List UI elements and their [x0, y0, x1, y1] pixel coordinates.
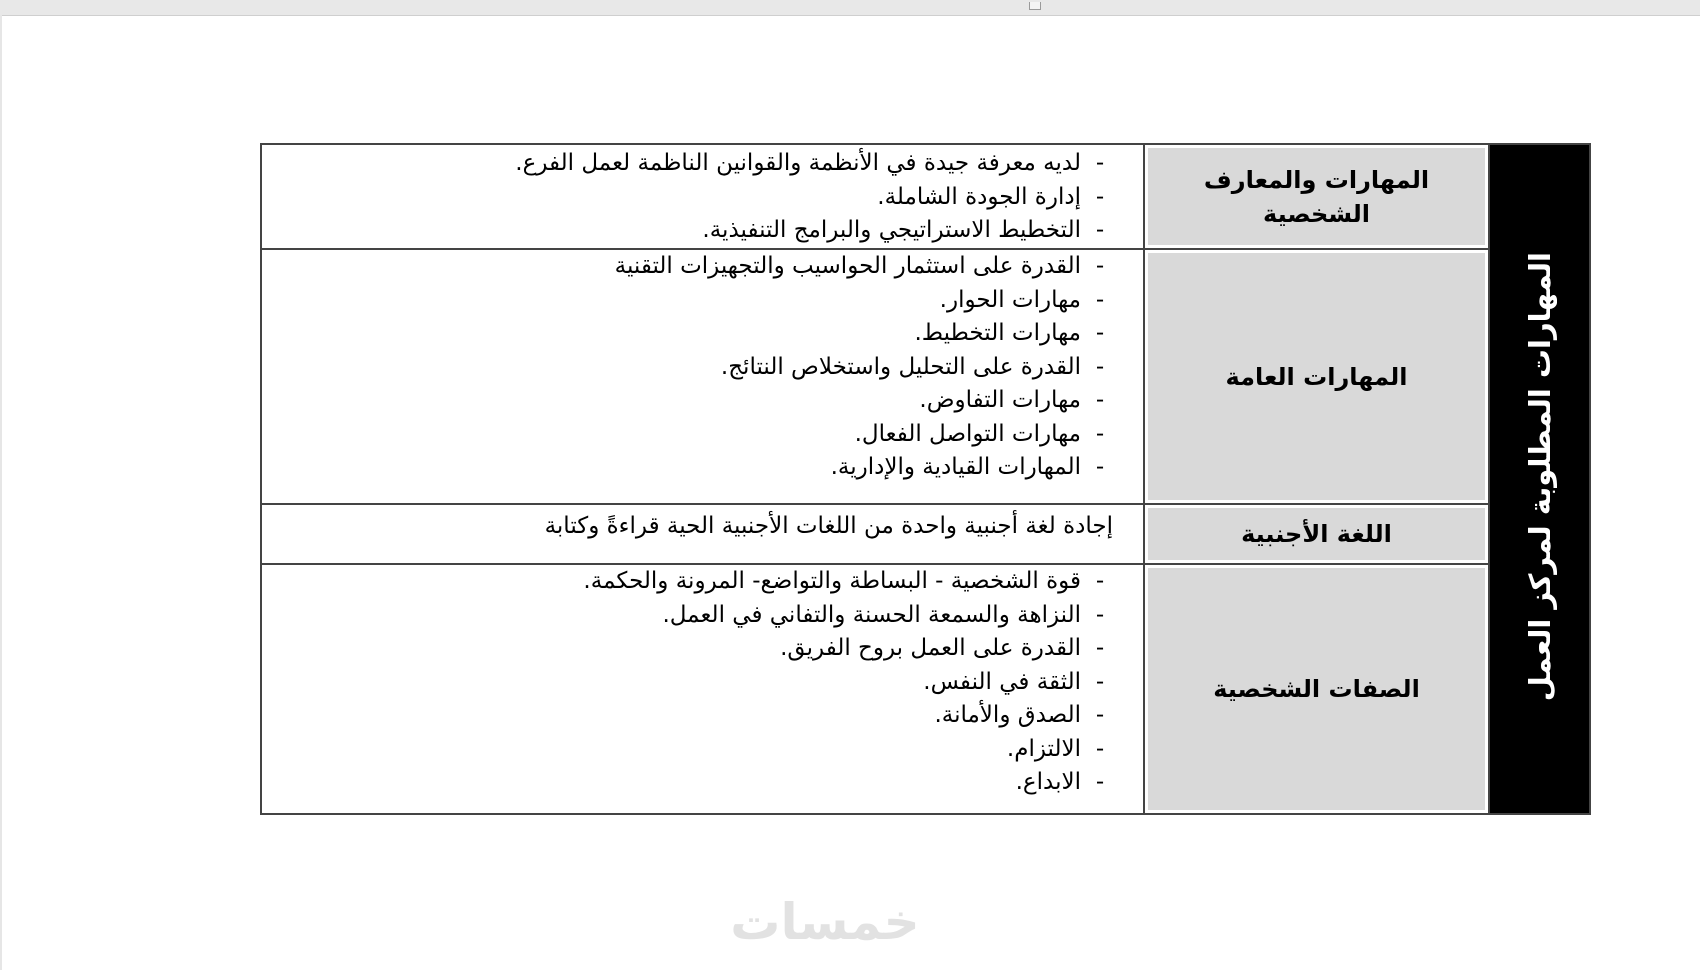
vertical-title-cell — [1489, 144, 1590, 814]
list-item: -الابداع. — [1015, 769, 1105, 795]
list-item: -الالتزام. — [1006, 735, 1105, 762]
skills-table — [260, 143, 1591, 815]
item-list — [262, 145, 1133, 248]
page-left-edge — [0, 15, 2, 970]
list-item: -القدرة على التحليل واستخلاص النتائج. — [720, 353, 1105, 380]
row-content-cell — [261, 504, 1144, 564]
list-item: -القدرة على استثمار الحواسيب والتجهيزات التقنية — [614, 253, 1105, 279]
resize-handle-icon[interactable] — [1029, 2, 1041, 10]
list-item: -الثقة في النفس. — [923, 668, 1105, 695]
window-top-bar — [0, 0, 1700, 16]
list-item: -إدارة الجودة الشاملة. — [877, 183, 1105, 210]
row-label-cell — [1144, 249, 1489, 504]
list-item: -التخطيط الاستراتيجي والبرامج التنفيذية. — [702, 217, 1105, 243]
row-label: المهارات العامة — [1225, 362, 1408, 391]
list-item: -مهارات التخطيط. — [914, 320, 1105, 346]
row-label-cell — [1144, 564, 1489, 814]
list-item: -مهارات التواصل الفعال. — [854, 420, 1105, 447]
table-row — [261, 144, 1590, 249]
item-list — [262, 565, 1133, 800]
list-item: -مهارات الحوار. — [939, 286, 1105, 313]
item-list — [262, 250, 1133, 485]
vertical-title: المهارات المطلوبة لمركز العمل — [1522, 252, 1557, 702]
row-label-cell — [1144, 504, 1489, 564]
row-content-cell — [261, 564, 1144, 814]
row-label-cell — [1144, 144, 1489, 249]
table-row — [261, 564, 1590, 814]
list-item: -الصدق والأمانة. — [934, 702, 1105, 728]
list-item: -القدرة على العمل بروح الفريق. — [780, 635, 1105, 661]
list-item: -لديه معرفة جيدة في الأنظمة والقوانين الناظمة لعمل الفرع. — [515, 150, 1105, 176]
list-item: -قوة الشخصية - البساطة والتواضع- المرونة والحكمة. — [583, 568, 1105, 594]
table-row — [261, 504, 1590, 564]
watermark-logo: خمسات — [730, 893, 920, 951]
row-label: اللغة الأجنبية — [1241, 520, 1392, 548]
row-label: المهارات والمعارف الشخصية — [1203, 165, 1430, 228]
list-item: -النزاهة والسمعة الحسنة والتفاني في العمل. — [662, 601, 1105, 628]
list-item: -المهارات القيادية والإدارية. — [830, 454, 1105, 480]
row-label: الصفات الشخصية — [1213, 675, 1420, 703]
row-content-cell — [261, 144, 1144, 249]
row-content-cell — [261, 249, 1144, 504]
language-requirement: إجادة لغة أجنبية واحدة من اللغات الأجنبية الحية قراءةً وكتابة — [544, 513, 1113, 539]
table-row — [261, 249, 1590, 504]
list-item: -مهارات التفاوض. — [919, 387, 1105, 413]
